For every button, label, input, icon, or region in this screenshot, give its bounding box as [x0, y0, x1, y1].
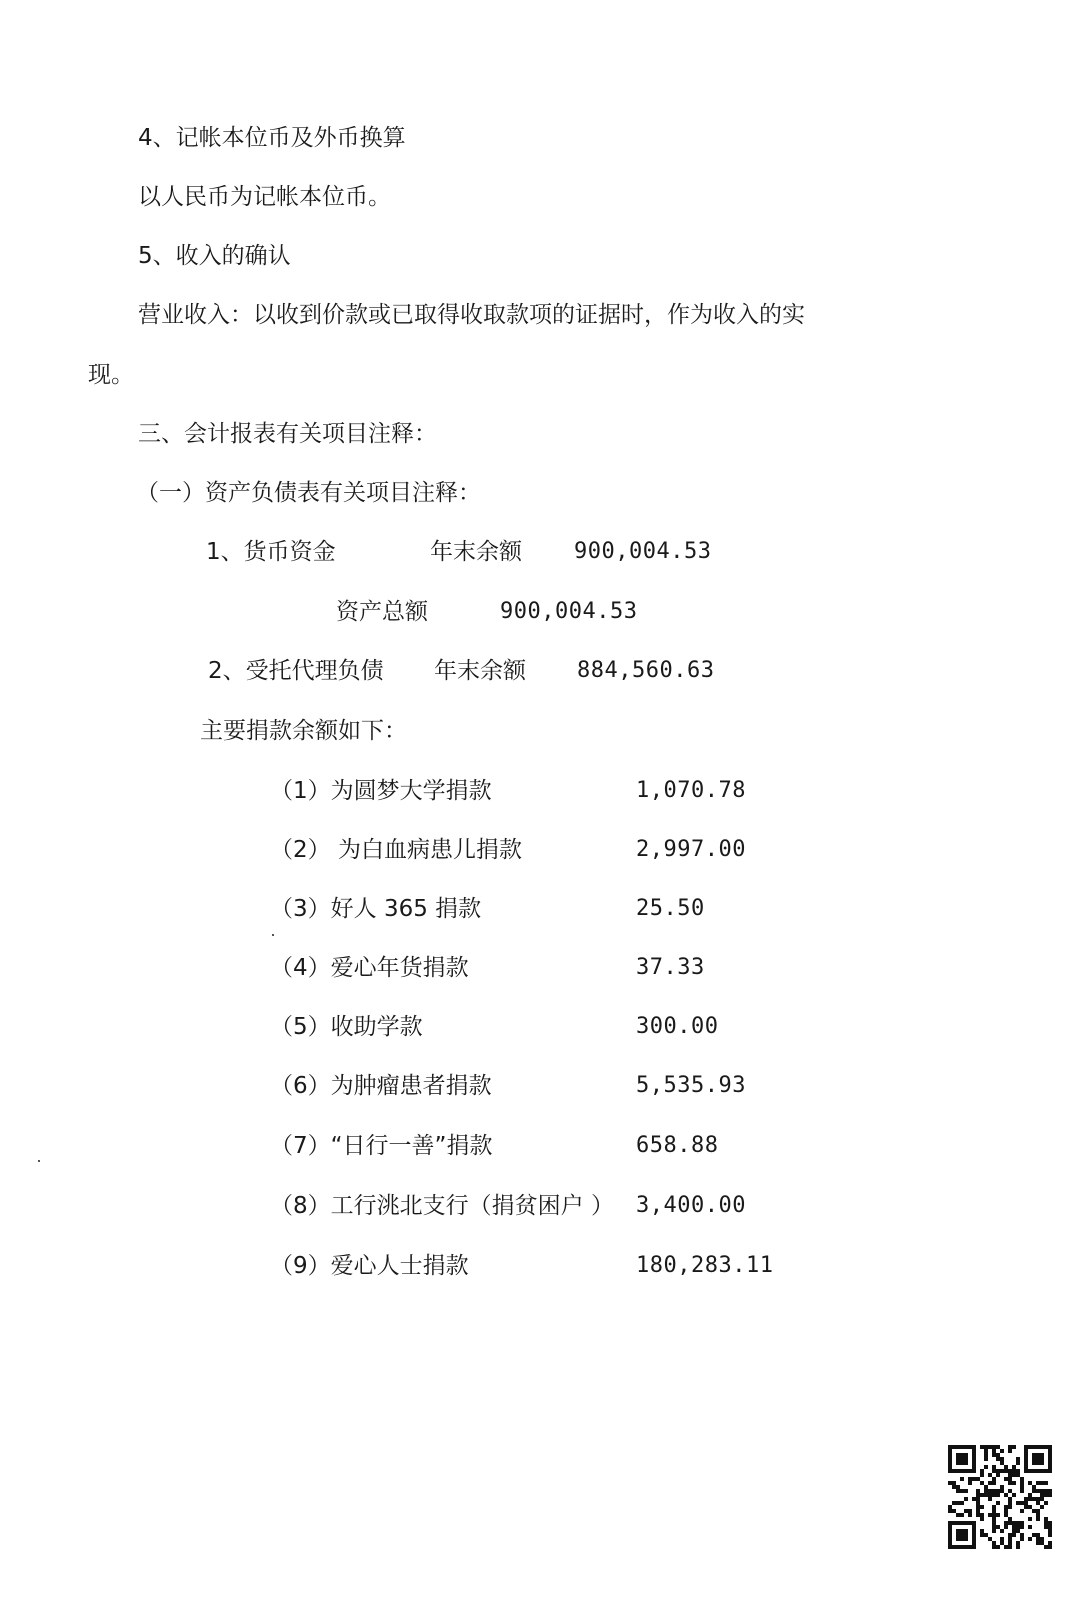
donation-value: 25.50: [636, 896, 705, 921]
sub1-heading: （一）资产负债表有关项目注释：: [136, 480, 481, 506]
item1-value: 900,004.53: [574, 539, 712, 564]
item1-label: 1、货币资金: [206, 539, 336, 565]
donation-label: （7）“日行一善”捐款: [270, 1133, 493, 1159]
donation-value: 658.88: [636, 1133, 719, 1158]
donation-label: （6）为肿瘤患者捐款: [270, 1073, 492, 1099]
donation-value: 37.33: [636, 955, 705, 980]
donation-label: （3）好人 365 捐款: [270, 896, 482, 922]
donation-value: 300.00: [636, 1014, 719, 1039]
donation-label: （4）爱心年货捐款: [270, 955, 469, 981]
qr-code-icon: [948, 1445, 1052, 1549]
donation-value: 180,283.11: [636, 1253, 774, 1278]
donation-label: （1）为圆梦大学捐款: [270, 778, 492, 804]
total-assets-label: 资产总额: [336, 599, 428, 625]
donation-label: （8）工行洮北支行（捐贫困户 ）: [270, 1193, 614, 1219]
section5-text-line2: 现。: [88, 362, 134, 388]
section4-text: 以人民币为记帐本位币。: [138, 184, 391, 210]
item2-key: 年末余额: [434, 658, 526, 684]
donation-label: （2） 为白血病患儿捐款: [270, 837, 522, 863]
scan-speck: [38, 1160, 40, 1162]
donation-value: 2,997.00: [636, 837, 746, 862]
donation-value: 3,400.00: [636, 1193, 746, 1218]
donation-value: 5,535.93: [636, 1073, 746, 1098]
section4-heading: 4、记帐本位币及外币换算: [138, 125, 406, 151]
donation-label: （5）收助学款: [270, 1014, 423, 1040]
total-assets-value: 900,004.53: [500, 599, 638, 624]
scan-speck: [272, 934, 274, 936]
donation-value: 1,070.78: [636, 778, 746, 803]
item2-value: 884,560.63: [577, 658, 715, 683]
item1-key: 年末余额: [430, 539, 522, 565]
donations-intro: 主要捐款余额如下：: [200, 718, 407, 744]
section5-text-line1: 营业收入：以收到价款或已取得收取款项的证据时，作为收入的实: [138, 302, 805, 328]
donation-label: （9）爱心人士捐款: [270, 1253, 469, 1279]
item2-label: 2、受托代理负债: [208, 658, 384, 684]
section3-heading: 三、会计报表有关项目注释：: [138, 421, 437, 447]
section5-heading: 5、收入的确认: [138, 243, 291, 269]
